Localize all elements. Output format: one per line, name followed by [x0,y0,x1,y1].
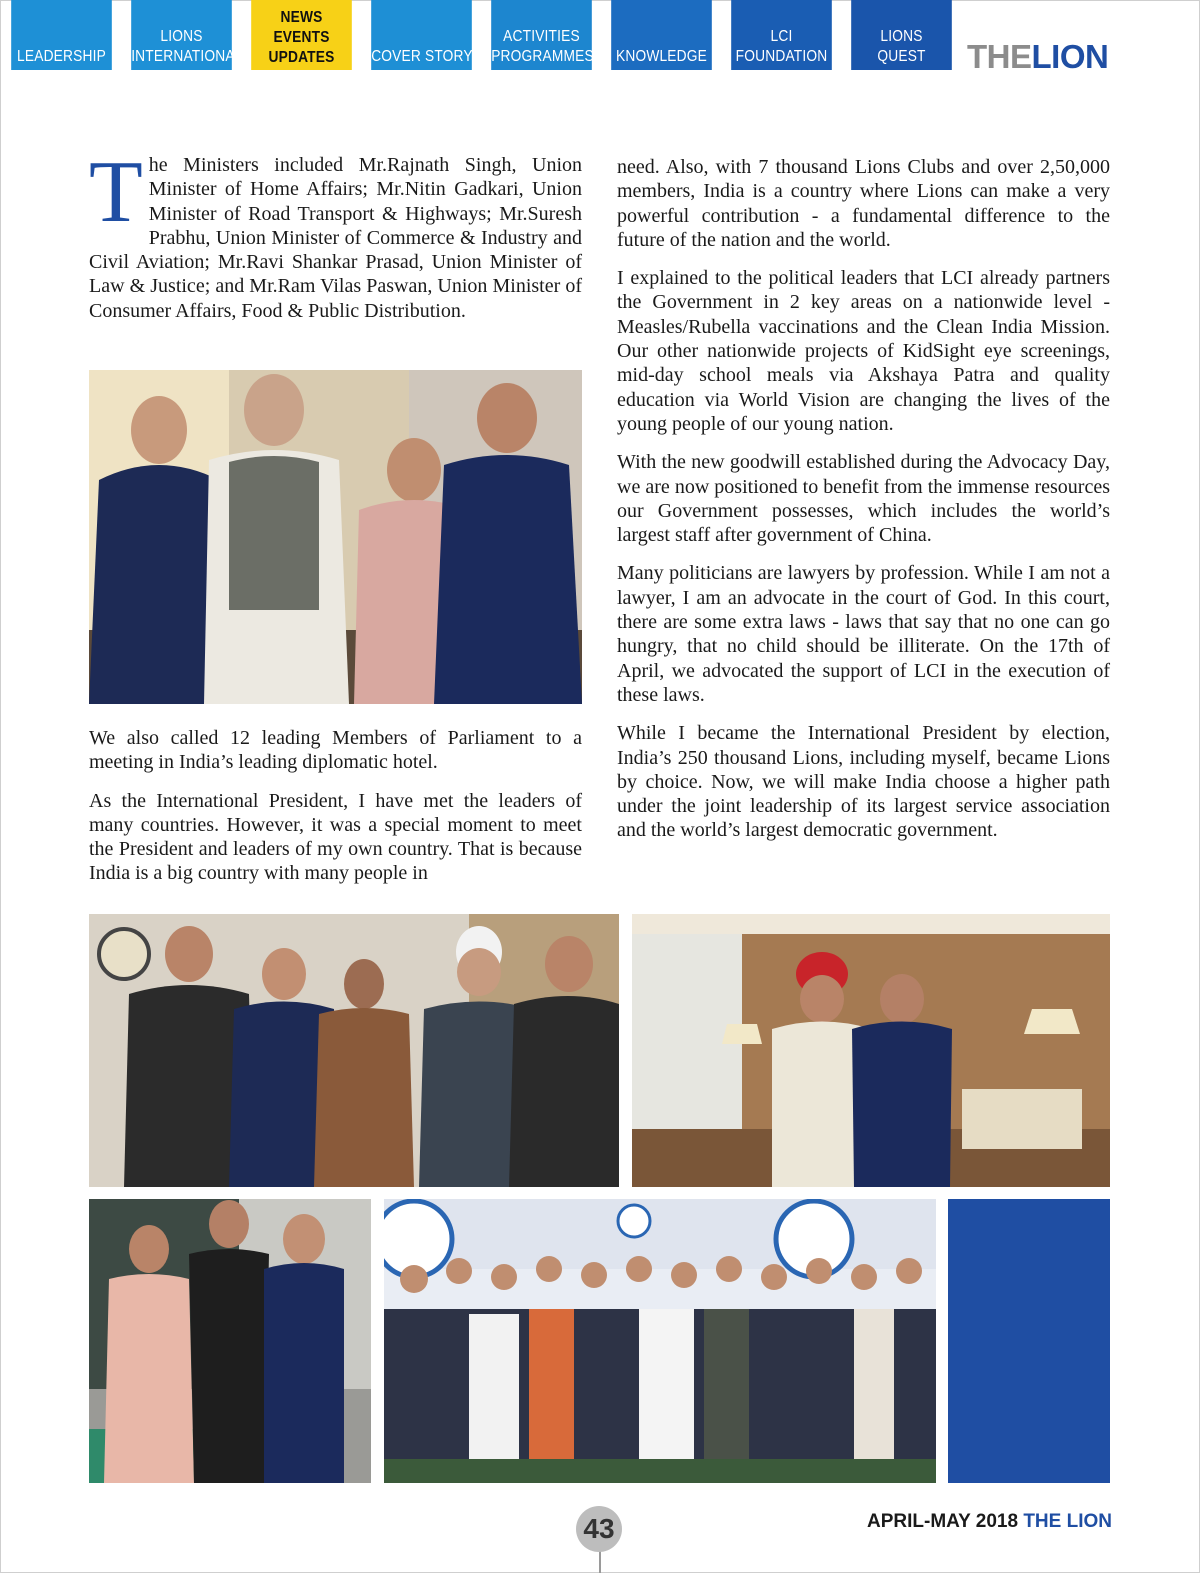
tab-news-events-updates[interactable] [251,0,352,70]
photo-meeting-home-minister [89,370,582,704]
left-column-intro [89,144,582,337]
tab-label-line2: EVENTS [273,29,330,46]
tab-label-line3: UPDATES [268,49,335,66]
tab-leadership[interactable] [11,0,112,70]
tab-lions-quest[interactable] [851,0,952,70]
photo-three-people [89,1199,371,1483]
tab-label-line1: LCI [770,28,793,45]
footer-issue-date: APRIL-MAY 2018 [867,1511,1024,1532]
tab-label-line1: LIONS [160,28,203,45]
paragraph: Many politicians are lawyers by profession. While I am not a lawyer, I am an advocate in the court of God. In this court, there are some extra laws - laws that say that no one can go hungry, that no child should be illiterate. On the 17th of April, we advocated the support of LCI in the execution of these laws. [617,562,1110,706]
footer-magazine-name: THE LION [1023,1511,1112,1532]
paragraph: While I became the International President by election, India’s 250 thousand Lions, including myself, became Lions by choice. Now, we will make India choose a higher path under the joint leadership of its largest service association and the world’s largest democratic government. [617,722,1110,842]
photo-large-group [384,1199,936,1483]
right-column [617,155,1110,857]
tab-label-line1: LIONS [880,28,923,45]
decorative-blue-block [948,1199,1110,1483]
intro-text: he Ministers included Mr.Rajnath Singh, Union Minister of Home Affairs; Mr.Nitin Gadkari, Union Minister of Road Transport & Highways; Mr.Suresh Prabhu, Union Minister of Commerce & Industry and Civil Aviation; Mr.Ravi Shankar Prasad, Union Minister of Law & Justice; and Mr.Ram Vilas Paswan, Union Minister of Consumer Affairs, Food & Public Distribution. [89,154,582,322]
page-number: 43 [576,1506,622,1552]
photo-group-five-men [89,914,619,1187]
tab-label-line2: PROGRAMMES [491,48,594,65]
tab-label-line2: INTERNATIONAL [131,48,243,65]
tab-cover-story[interactable] [371,0,472,70]
paragraph: As the International President, I have met the leaders of many countries. However, it was a special moment to meet the President and leaders of my own country. That is because India is a big country with many people in [89,789,582,885]
tab-label-line1: NEWS [280,9,323,26]
tab-knowledge[interactable] [611,0,712,70]
intro-paragraph [89,144,582,323]
paragraph: With the new goodwill established during the Advocacy Day, we are now positioned to benefit from the immense resources our Government possesses, which includes the world’s largest staff after government of China. [617,451,1110,547]
paragraph: I explained to the political leaders that LCI already partners the Government in 2 key areas on a nationwide level - Measles/Rubella vaccinations and the Clean India Mission. Our other nationwide projects of KidSight eye screenings, mid-day school meals via Akshaya Patra and quality education via World Vision are changing the lives of the young people of our young nation. [617,267,1110,435]
tab-label-line2: QUEST [877,48,926,65]
paragraph: need. Also, with 7 thousand Lions Clubs and over 2,50,000 members, India is a country where Lions can make a very powerful contribution - a fundamental difference to the future of the nation and the world. [617,156,1110,251]
drop-cap: T [89,144,143,241]
left-column-continued [89,726,582,900]
logo-lion: LION [1031,38,1109,75]
tab-lions-international[interactable] [131,0,243,70]
footer-issue [867,1511,1112,1533]
tab-label-line1: ACTIVITIES [503,28,580,45]
tab-label: KNOWLEDGE [615,48,707,65]
tab-label: COVER STORY [371,48,473,65]
logo-the: THE [967,38,1032,75]
tab-activities-programmes[interactable] [491,0,592,70]
tab-lci-foundation[interactable] [731,0,832,70]
paragraph: We also called 12 leading Members of Parliament to a meeting in India’s leading diplomatic hotel. [89,727,582,774]
tab-label: LEADERSHIP [17,48,106,65]
tab-label-line2: FOUNDATION [735,48,828,65]
photo-handshake-office [632,914,1110,1187]
magazine-logo [967,38,1108,76]
